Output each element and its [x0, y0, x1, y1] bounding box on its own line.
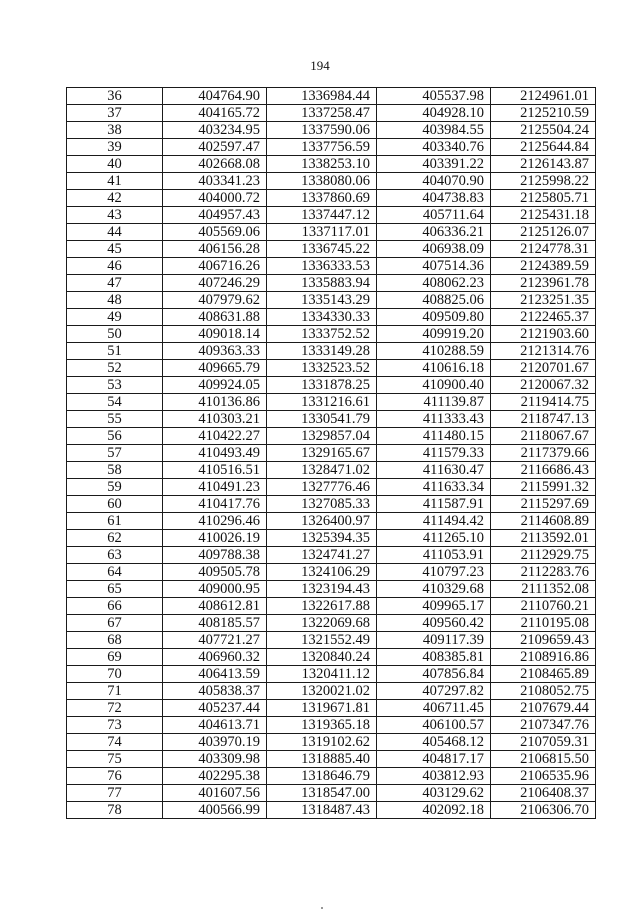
point-number-cell: 59 [67, 479, 163, 496]
table-row [67, 88, 596, 105]
coordinates-table-body [67, 88, 596, 819]
y2-cell: 2117379.66 [491, 445, 596, 462]
x1-cell: 405838.37 [163, 683, 267, 700]
y2-cell: 2119414.75 [491, 394, 596, 411]
table-row [67, 241, 596, 258]
point-number-cell: 68 [67, 632, 163, 649]
table-row [67, 326, 596, 343]
point-number-cell: 44 [67, 224, 163, 241]
x1-cell: 410136.86 [163, 394, 267, 411]
y1-cell: 1328471.02 [267, 462, 377, 479]
y2-cell: 2124961.01 [491, 88, 596, 105]
point-number-cell: 54 [67, 394, 163, 411]
y1-cell: 1338080.06 [267, 173, 377, 190]
y2-cell: 2125126.07 [491, 224, 596, 241]
table-row [67, 258, 596, 275]
x2-cell: 409560.42 [377, 615, 491, 632]
y2-cell: 2122465.37 [491, 309, 596, 326]
y2-cell: 2106815.50 [491, 751, 596, 768]
y2-cell: 2125805.71 [491, 190, 596, 207]
x1-cell: 404165.72 [163, 105, 267, 122]
y2-cell: 2106306.70 [491, 802, 596, 819]
point-number-cell: 76 [67, 768, 163, 785]
point-number-cell: 62 [67, 530, 163, 547]
table-row [67, 462, 596, 479]
y1-cell: 1337447.12 [267, 207, 377, 224]
x1-cell: 404764.90 [163, 88, 267, 105]
y1-cell: 1318885.40 [267, 751, 377, 768]
y2-cell: 2123961.78 [491, 275, 596, 292]
y2-cell: 2113592.01 [491, 530, 596, 547]
table-row [67, 768, 596, 785]
x2-cell: 405468.12 [377, 734, 491, 751]
point-number-cell: 48 [67, 292, 163, 309]
x1-cell: 408612.81 [163, 598, 267, 615]
table-row [67, 581, 596, 598]
x2-cell: 410288.59 [377, 343, 491, 360]
table-row [67, 513, 596, 530]
x2-cell: 411630.47 [377, 462, 491, 479]
x1-cell: 407979.62 [163, 292, 267, 309]
x1-cell: 403970.19 [163, 734, 267, 751]
table-row [67, 751, 596, 768]
y2-cell: 2124389.59 [491, 258, 596, 275]
y1-cell: 1333752.52 [267, 326, 377, 343]
table-row [67, 479, 596, 496]
x2-cell: 407514.36 [377, 258, 491, 275]
x1-cell: 409018.14 [163, 326, 267, 343]
point-number-cell: 40 [67, 156, 163, 173]
x2-cell: 411633.34 [377, 479, 491, 496]
y2-cell: 2108465.89 [491, 666, 596, 683]
x2-cell: 409117.39 [377, 632, 491, 649]
x1-cell: 407721.27 [163, 632, 267, 649]
table-row [67, 428, 596, 445]
y2-cell: 2107679.44 [491, 700, 596, 717]
table-row [67, 343, 596, 360]
table-row [67, 360, 596, 377]
table-row [67, 292, 596, 309]
y1-cell: 1318646.79 [267, 768, 377, 785]
x1-cell: 403234.95 [163, 122, 267, 139]
table-row [67, 377, 596, 394]
x1-cell: 404613.71 [163, 717, 267, 734]
y2-cell: 2126143.87 [491, 156, 596, 173]
y1-cell: 1322617.88 [267, 598, 377, 615]
table-row [67, 411, 596, 428]
x2-cell: 407297.82 [377, 683, 491, 700]
x1-cell: 402668.08 [163, 156, 267, 173]
x1-cell: 409788.38 [163, 547, 267, 564]
x2-cell: 403340.76 [377, 139, 491, 156]
x2-cell: 410329.68 [377, 581, 491, 598]
x2-cell: 410797.23 [377, 564, 491, 581]
y1-cell: 1318547.00 [267, 785, 377, 802]
table-row [67, 734, 596, 751]
x1-cell: 410493.49 [163, 445, 267, 462]
point-number-cell: 58 [67, 462, 163, 479]
x1-cell: 410516.51 [163, 462, 267, 479]
table-row [67, 224, 596, 241]
y2-cell: 2123251.35 [491, 292, 596, 309]
x2-cell: 411494.42 [377, 513, 491, 530]
table-row [67, 700, 596, 717]
x1-cell: 410296.46 [163, 513, 267, 530]
x2-cell: 406711.45 [377, 700, 491, 717]
table-row [67, 139, 596, 156]
y2-cell: 2107347.76 [491, 717, 596, 734]
x1-cell: 406960.32 [163, 649, 267, 666]
y1-cell: 1337590.06 [267, 122, 377, 139]
table-row [67, 173, 596, 190]
table-row [67, 598, 596, 615]
y1-cell: 1336745.22 [267, 241, 377, 258]
y1-cell: 1319102.62 [267, 734, 377, 751]
y2-cell: 2112929.75 [491, 547, 596, 564]
point-number-cell: 78 [67, 802, 163, 819]
point-number-cell: 65 [67, 581, 163, 598]
point-number-cell: 77 [67, 785, 163, 802]
y1-cell: 1336984.44 [267, 88, 377, 105]
point-number-cell: 70 [67, 666, 163, 683]
x1-cell: 407246.29 [163, 275, 267, 292]
x2-cell: 403391.22 [377, 156, 491, 173]
point-number-cell: 73 [67, 717, 163, 734]
point-number-cell: 49 [67, 309, 163, 326]
table-row [67, 394, 596, 411]
x2-cell: 404738.83 [377, 190, 491, 207]
table-row [67, 530, 596, 547]
x2-cell: 404817.17 [377, 751, 491, 768]
y2-cell: 2114608.89 [491, 513, 596, 530]
x2-cell: 408385.81 [377, 649, 491, 666]
x1-cell: 410417.76 [163, 496, 267, 513]
x1-cell: 406716.26 [163, 258, 267, 275]
point-number-cell: 55 [67, 411, 163, 428]
x1-cell: 403341.23 [163, 173, 267, 190]
y2-cell: 2106535.96 [491, 768, 596, 785]
x2-cell: 410616.18 [377, 360, 491, 377]
y2-cell: 2107059.31 [491, 734, 596, 751]
x1-cell: 402295.38 [163, 768, 267, 785]
point-number-cell: 67 [67, 615, 163, 632]
y2-cell: 2120067.32 [491, 377, 596, 394]
x2-cell: 411587.91 [377, 496, 491, 513]
point-number-cell: 72 [67, 700, 163, 717]
y1-cell: 1327776.46 [267, 479, 377, 496]
y2-cell: 2125431.18 [491, 207, 596, 224]
x1-cell: 401607.56 [163, 785, 267, 802]
point-number-cell: 52 [67, 360, 163, 377]
y2-cell: 2108916.86 [491, 649, 596, 666]
x2-cell: 403129.62 [377, 785, 491, 802]
x1-cell: 409000.95 [163, 581, 267, 598]
y1-cell: 1320840.24 [267, 649, 377, 666]
x2-cell: 411480.15 [377, 428, 491, 445]
x2-cell: 411139.87 [377, 394, 491, 411]
x2-cell: 406100.57 [377, 717, 491, 734]
y2-cell: 2124778.31 [491, 241, 596, 258]
table-row [67, 666, 596, 683]
y1-cell: 1335143.29 [267, 292, 377, 309]
table-row [67, 309, 596, 326]
y2-cell: 2115991.32 [491, 479, 596, 496]
table-row [67, 496, 596, 513]
y2-cell: 2118067.67 [491, 428, 596, 445]
y2-cell: 2106408.37 [491, 785, 596, 802]
table-row [67, 547, 596, 564]
y2-cell: 2125644.84 [491, 139, 596, 156]
x2-cell: 405537.98 [377, 88, 491, 105]
x2-cell: 411579.33 [377, 445, 491, 462]
table-row [67, 564, 596, 581]
y2-cell: 2110760.21 [491, 598, 596, 615]
y1-cell: 1319365.18 [267, 717, 377, 734]
x2-cell: 410900.40 [377, 377, 491, 394]
point-number-cell: 41 [67, 173, 163, 190]
x2-cell: 404928.10 [377, 105, 491, 122]
table-row [67, 105, 596, 122]
y2-cell: 2125998.22 [491, 173, 596, 190]
point-number-cell: 63 [67, 547, 163, 564]
x2-cell: 404070.90 [377, 173, 491, 190]
point-number-cell: 60 [67, 496, 163, 513]
x2-cell: 411265.10 [377, 530, 491, 547]
y2-cell: 2116686.43 [491, 462, 596, 479]
y1-cell: 1326400.97 [267, 513, 377, 530]
y1-cell: 1337258.47 [267, 105, 377, 122]
point-number-cell: 69 [67, 649, 163, 666]
point-number-cell: 74 [67, 734, 163, 751]
x2-cell: 409919.20 [377, 326, 491, 343]
point-number-cell: 51 [67, 343, 163, 360]
x1-cell: 409924.05 [163, 377, 267, 394]
y2-cell: 2109659.43 [491, 632, 596, 649]
x2-cell: 407856.84 [377, 666, 491, 683]
x1-cell: 409363.33 [163, 343, 267, 360]
point-number-cell: 61 [67, 513, 163, 530]
x1-cell: 409665.79 [163, 360, 267, 377]
x2-cell: 408062.23 [377, 275, 491, 292]
y1-cell: 1333149.28 [267, 343, 377, 360]
y1-cell: 1321552.49 [267, 632, 377, 649]
table-row [67, 649, 596, 666]
y1-cell: 1324741.27 [267, 547, 377, 564]
x1-cell: 410422.27 [163, 428, 267, 445]
page-number: 194 [310, 58, 330, 73]
point-number-cell: 38 [67, 122, 163, 139]
y2-cell: 2110195.08 [491, 615, 596, 632]
x2-cell: 408825.06 [377, 292, 491, 309]
x1-cell: 406156.28 [163, 241, 267, 258]
y2-cell: 2121314.76 [491, 343, 596, 360]
x1-cell: 402597.47 [163, 139, 267, 156]
y1-cell: 1330541.79 [267, 411, 377, 428]
x1-cell: 410026.19 [163, 530, 267, 547]
x1-cell: 408631.88 [163, 309, 267, 326]
y2-cell: 2108052.75 [491, 683, 596, 700]
x1-cell: 405569.06 [163, 224, 267, 241]
point-number-cell: 75 [67, 751, 163, 768]
table-row [67, 190, 596, 207]
y1-cell: 1319671.81 [267, 700, 377, 717]
point-number-cell: 37 [67, 105, 163, 122]
y1-cell: 1337860.69 [267, 190, 377, 207]
y1-cell: 1332523.52 [267, 360, 377, 377]
y2-cell: 2118747.13 [491, 411, 596, 428]
x1-cell: 404000.72 [163, 190, 267, 207]
point-number-cell: 46 [67, 258, 163, 275]
table-row [67, 122, 596, 139]
y1-cell: 1334330.33 [267, 309, 377, 326]
x1-cell: 410303.21 [163, 411, 267, 428]
x2-cell: 403984.55 [377, 122, 491, 139]
point-number-cell: 36 [67, 88, 163, 105]
x2-cell: 402092.18 [377, 802, 491, 819]
table-row [67, 207, 596, 224]
point-number-cell: 39 [67, 139, 163, 156]
y1-cell: 1320411.12 [267, 666, 377, 683]
y1-cell: 1329165.67 [267, 445, 377, 462]
table-row [67, 802, 596, 819]
point-number-cell: 64 [67, 564, 163, 581]
point-number-cell: 53 [67, 377, 163, 394]
x1-cell: 409505.78 [163, 564, 267, 581]
x1-cell: 400566.99 [163, 802, 267, 819]
y1-cell: 1337756.59 [267, 139, 377, 156]
y1-cell: 1338253.10 [267, 156, 377, 173]
x1-cell: 410491.23 [163, 479, 267, 496]
y1-cell: 1337117.01 [267, 224, 377, 241]
table-row [67, 632, 596, 649]
table-row [67, 275, 596, 292]
y1-cell: 1331878.25 [267, 377, 377, 394]
x2-cell: 409509.80 [377, 309, 491, 326]
y1-cell: 1320021.02 [267, 683, 377, 700]
x1-cell: 403309.98 [163, 751, 267, 768]
y2-cell: 2125504.24 [491, 122, 596, 139]
point-number-cell: 57 [67, 445, 163, 462]
y1-cell: 1327085.33 [267, 496, 377, 513]
y2-cell: 2115297.69 [491, 496, 596, 513]
table-row [67, 683, 596, 700]
point-number-cell: 56 [67, 428, 163, 445]
x1-cell: 408185.57 [163, 615, 267, 632]
y1-cell: 1329857.04 [267, 428, 377, 445]
x2-cell: 409965.17 [377, 598, 491, 615]
point-number-cell: 45 [67, 241, 163, 258]
point-number-cell: 66 [67, 598, 163, 615]
table-row [67, 615, 596, 632]
y2-cell: 2125210.59 [491, 105, 596, 122]
table-row [67, 445, 596, 462]
point-number-cell: 42 [67, 190, 163, 207]
x1-cell: 404957.43 [163, 207, 267, 224]
x2-cell: 411053.91 [377, 547, 491, 564]
y1-cell: 1323194.43 [267, 581, 377, 598]
point-number-cell: 43 [67, 207, 163, 224]
y1-cell: 1325394.35 [267, 530, 377, 547]
x2-cell: 403812.93 [377, 768, 491, 785]
coordinates-table [66, 87, 596, 819]
point-number-cell: 47 [67, 275, 163, 292]
y1-cell: 1324106.29 [267, 564, 377, 581]
point-number-cell: 50 [67, 326, 163, 343]
y1-cell: 1336333.53 [267, 258, 377, 275]
y2-cell: 2120701.67 [491, 360, 596, 377]
y1-cell: 1331216.61 [267, 394, 377, 411]
y1-cell: 1322069.68 [267, 615, 377, 632]
x2-cell: 406336.21 [377, 224, 491, 241]
table-row [67, 785, 596, 802]
x1-cell: 406413.59 [163, 666, 267, 683]
y1-cell: 1335883.94 [267, 275, 377, 292]
y2-cell: 2111352.08 [491, 581, 596, 598]
x2-cell: 405711.64 [377, 207, 491, 224]
table-row [67, 717, 596, 734]
scan-speck [321, 907, 323, 909]
x2-cell: 411333.43 [377, 411, 491, 428]
y2-cell: 2112283.76 [491, 564, 596, 581]
x2-cell: 406938.09 [377, 241, 491, 258]
table-row [67, 156, 596, 173]
point-number-cell: 71 [67, 683, 163, 700]
y1-cell: 1318487.43 [267, 802, 377, 819]
x1-cell: 405237.44 [163, 700, 267, 717]
y2-cell: 2121903.60 [491, 326, 596, 343]
